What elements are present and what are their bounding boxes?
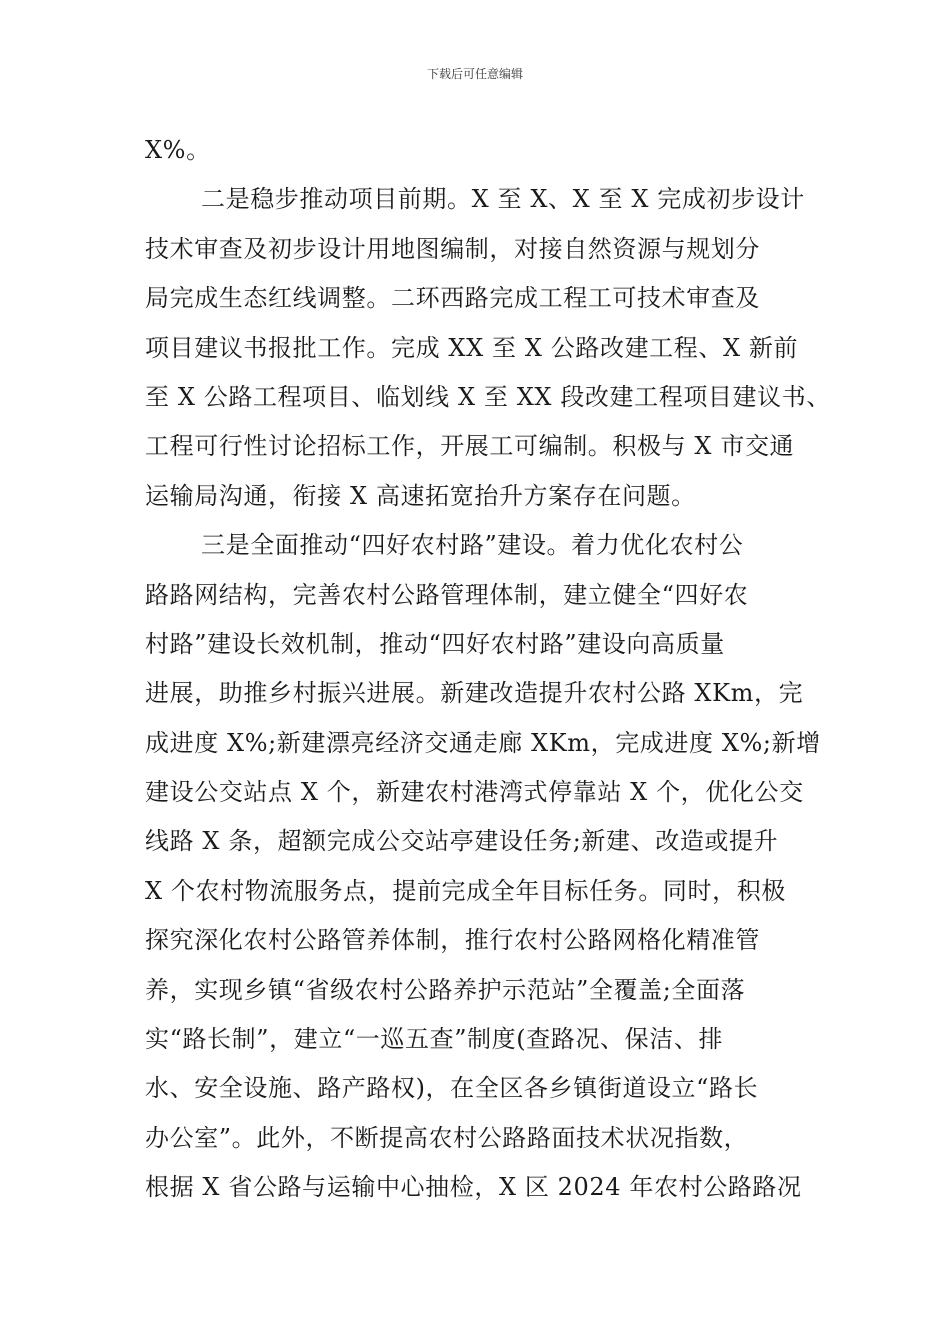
- text-line: 进展，助推乡村振兴进展。新建改造提升农村公路 XKm，完: [145, 679, 804, 708]
- text-line: 建设公交站点 X 个，新建农村港湾式停靠站 X 个，优化公交: [145, 778, 804, 807]
- text-line: 成进度 X%;新建漂亮经济交通走廊 XKm，完成进度 X%;新增: [145, 728, 821, 757]
- text-line: 实“路长制”，建立“一巡五查”制度(查路况、保洁、排: [145, 1025, 724, 1054]
- text-line: 路路网结构，完善农村公路管理体制，建立健全“四好农: [145, 580, 749, 609]
- text-line: X 个农村物流服务点，提前完成全年目标任务。同时，积极: [145, 876, 786, 905]
- text-line: 线路 X 条，超额完成公交站亭建设任务;新建、改造或提升: [145, 827, 779, 856]
- text-line: 养，实现乡镇“省级农村公路养护示范站”全覆盖;全面落: [145, 975, 746, 1004]
- paragraph-start-line: 三是全面推动“四好农村路”建设。着力优化农村公: [201, 531, 744, 560]
- page-header: 下载后可任意编辑: [426, 67, 523, 81]
- text-line: 村路”建设长效机制，推动“四好农村路”建设向高质量: [145, 629, 725, 658]
- text-line: 办公室”。此外，不断提高农村公路路面技术状况指数，: [145, 1123, 749, 1152]
- text-line: X%。: [145, 136, 211, 164]
- text-line: 运输局沟通，衔接 X 高速拓宽抬升方案存在问题。: [145, 481, 696, 510]
- text-line: 水、安全设施、路产路权)，在全区各乡镇街道设立“路长: [145, 1074, 759, 1103]
- text-line: 项目建议书报批工作。完成 XX 至 X 公路改建工程、X 新前: [145, 333, 799, 362]
- text-line: 探究深化农村公路管养体制，推行农村公路网格化精准管: [145, 926, 760, 955]
- paragraph-start-line: 二是稳步推动项目前期。X 至 X、X 至 X 完成初步设计: [201, 185, 805, 214]
- text-line: 至 X 公路工程项目、临划线 X 至 XX 段改建工程项目建议书、: [145, 382, 831, 411]
- document-body: [145, 126, 831, 1213]
- text-line: 局完成生态红线调整。二环西路完成工程工可技术审查及: [145, 284, 760, 313]
- text-line: 根据 X 省公路与运输中心抽检，X 区 2024 年农村公路路况: [145, 1173, 802, 1202]
- text-line: 技术审查及初步设计用地图编制，对接自然资源与规划分: [145, 234, 760, 263]
- text-line: 工程可行性讨论招标工作，开展工可编制。积极与 X 市交通: [145, 432, 795, 461]
